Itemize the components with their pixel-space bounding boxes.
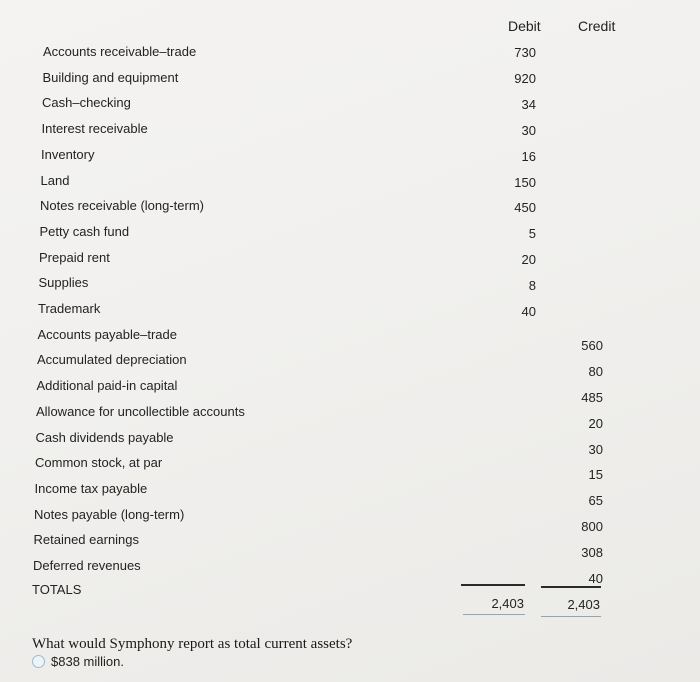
row-label: Accounts receivable–trade (43, 44, 197, 59)
credit-value: 560 (581, 337, 603, 353)
credit-value: 308 (581, 545, 603, 561)
credit-value: 80 (588, 363, 603, 379)
row-label: Petty cash fund (39, 223, 130, 239)
credit-header: Credit (578, 18, 616, 34)
credit-value: 15 (588, 467, 603, 483)
debit-value: 150 (514, 174, 536, 190)
credit-total: 2,403 (567, 597, 600, 612)
debit-total: 2,403 (491, 596, 524, 611)
row-label: Common stock, at par (35, 455, 163, 471)
credit-value: 65 (588, 493, 603, 509)
debit-value: 34 (521, 96, 536, 112)
row-label: Cash–checking (42, 95, 131, 111)
row-label: Accounts payable–trade (37, 326, 177, 342)
row-label: Interest receivable (41, 121, 148, 137)
row-label: Supplies (38, 275, 89, 291)
debit-total-rule-bottom (463, 614, 525, 615)
answer-option-label: $838 million. (51, 654, 124, 669)
row-label: Deferred revenues (33, 558, 141, 573)
radio-button[interactable] (32, 655, 45, 668)
row-label: Notes receivable (long-term) (40, 198, 205, 214)
credit-value: 40 (588, 571, 603, 586)
answer-option-1[interactable] (32, 654, 124, 669)
debit-value: 20 (521, 252, 536, 268)
debit-value: 30 (521, 122, 536, 138)
row-label: Additional paid-in capital (36, 378, 178, 394)
credit-value: 30 (588, 441, 603, 457)
row-label: Cash dividends payable (35, 429, 174, 445)
debit-value: 5 (528, 226, 536, 242)
debit-value: 730 (514, 45, 536, 60)
debit-value: 920 (514, 70, 536, 86)
credit-value: 20 (588, 415, 603, 431)
credit-total-rule-bottom (541, 616, 601, 617)
credit-total-rule-top (541, 586, 601, 588)
debit-value: 40 (521, 304, 536, 319)
row-label: Inventory (41, 146, 95, 162)
row-label: Land (40, 172, 70, 188)
question-text: What would Symphony report as total current assets? (32, 636, 353, 652)
row-label: Trademark (38, 301, 101, 316)
debit-value: 8 (528, 278, 536, 294)
row-label: Income tax payable (34, 480, 148, 496)
debit-total-rule-top (461, 584, 525, 586)
row-label: Accumulated depreciation (37, 352, 187, 368)
row-label: Building and equipment (42, 69, 179, 85)
totals-label: TOTALS (32, 582, 82, 597)
row-label: Prepaid rent (39, 249, 110, 265)
debit-header: Debit (508, 18, 541, 34)
row-label: Retained earnings (33, 532, 140, 548)
row-label: Allowance for uncollectible accounts (36, 403, 245, 419)
debit-value: 450 (514, 200, 536, 216)
credit-value: 485 (581, 389, 603, 405)
debit-value: 16 (521, 148, 536, 164)
row-label: Notes payable (long-term) (34, 506, 185, 522)
credit-value: 800 (581, 519, 603, 535)
